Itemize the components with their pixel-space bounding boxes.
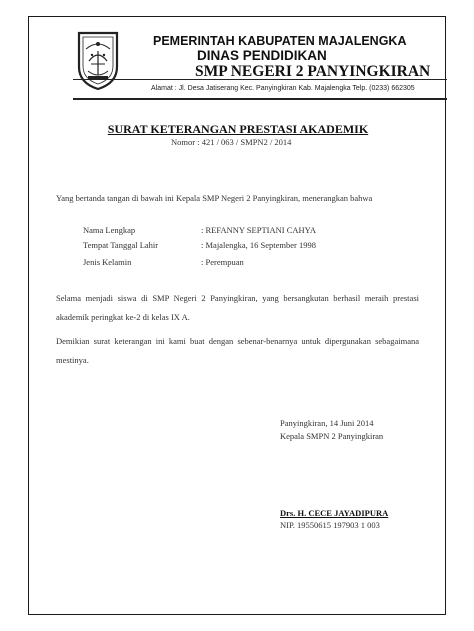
- header-government: PEMERINTAH KABUPATEN MAJALENGKA: [153, 34, 407, 48]
- header-address: Alamat : Jl. Desa Jatiserang Kec. Panyingkiran Kab. Majalengka Telp. (0233) 662305: [151, 85, 415, 92]
- field-value: : Majalengka, 16 September 1998: [201, 240, 316, 250]
- intro-paragraph: Yang bertanda tangan di bawah ini Kepala SMP Negeri 2 Panyingkiran, menerangkan bahwa: [56, 193, 373, 203]
- regency-emblem-icon: [75, 31, 121, 91]
- field-label: Jenis Kelamin: [83, 257, 132, 267]
- signatory-name: Drs. H. CECE JAYADIPURA: [280, 508, 389, 518]
- letter-page: [28, 16, 446, 615]
- field-value: : Perempuan: [201, 257, 244, 267]
- field-label: Nama Lengkap: [83, 225, 136, 235]
- header-agency: DINAS PENDIDIKAN: [197, 48, 327, 63]
- field-label: Tempat Tanggal Lahir: [83, 240, 159, 250]
- signatory-nip: NIP. 19550615 197903 1 003: [280, 520, 380, 530]
- field-value: : REFANNY SEPTIANI CAHYA: [201, 225, 316, 235]
- header-school: SMP NEGERI 2 PANYINGKIRAN: [195, 63, 431, 80]
- signature-place-date: Panyingkiran, 14 Juni 2014: [280, 418, 374, 428]
- header-rule-thick: [73, 98, 447, 100]
- document-title: SURAT KETERANGAN PRESTASI AKADEMIK: [107, 122, 369, 136]
- document-number: Nomor : 421 / 063 / SMPN2 / 2014: [171, 137, 292, 147]
- statement-paragraph: Selama menjadi siswa di SMP Negeri 2 Panyingkiran, yang bersangkutan berhasil meraih prestasi akademik peringkat ke-2 di kelas IX A.: [56, 293, 419, 322]
- closing-paragraph: Demikian surat keterangan ini kami buat dengan sebenar-benarnya untuk dipergunakan sebagaimana mestinya.: [56, 336, 419, 365]
- signature-position: Kepala SMPN 2 Panyingkiran: [280, 431, 384, 441]
